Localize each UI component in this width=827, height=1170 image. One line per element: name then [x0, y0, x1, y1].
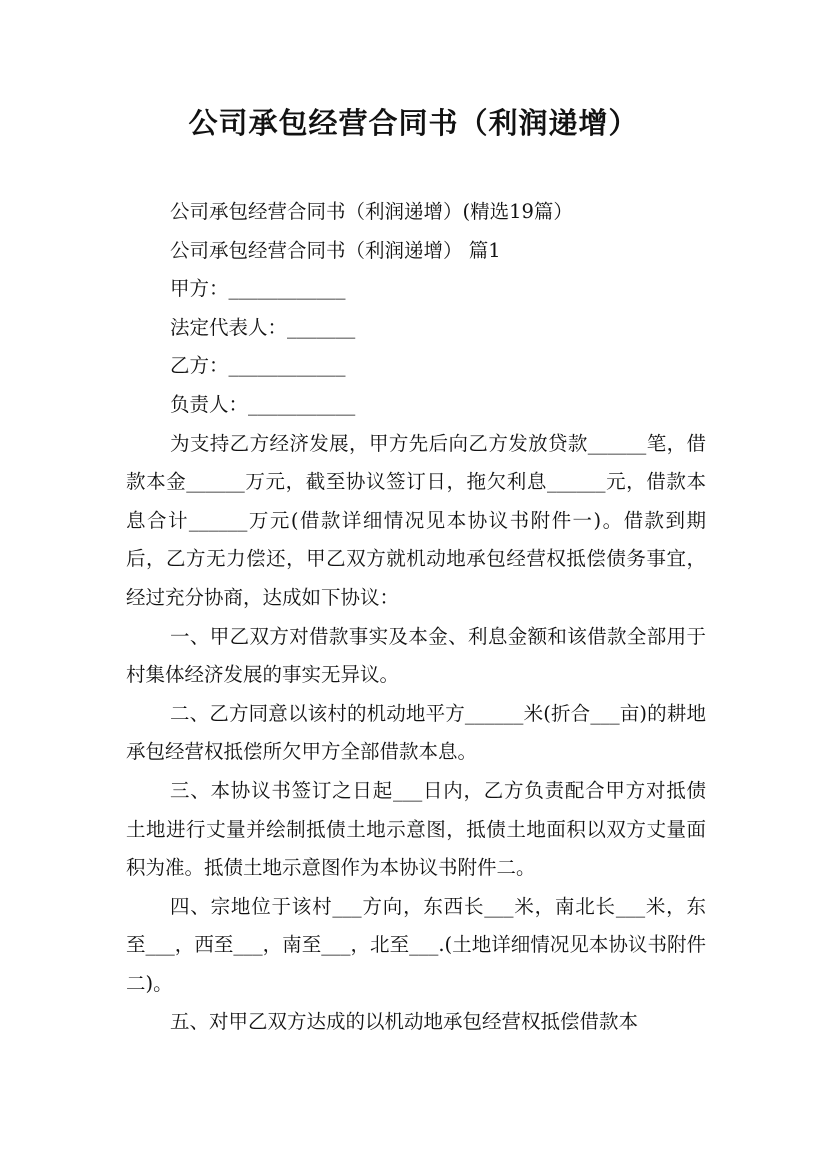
subtitle-line: 公司承包经营合同书（利润递增）(精选19篇）	[170, 200, 573, 223]
legal-representative-line: 法定代表人：_______	[170, 315, 356, 339]
section-heading: 公司承包经营合同书（利润递增） 篇1	[170, 238, 501, 262]
paragraph-clause-3: 三、本协议书签订之日起___日内，乙方负责配合甲方对抵债土地进行丈量并绘制抵债土地示意图，抵债土地面积以双方丈量面积为准。抵债土地示意图作为本协议书附件二。	[126, 778, 706, 880]
paragraph-clause-5: 五、对甲乙双方达成的以机动地承包经营权抵偿借款本	[170, 1010, 639, 1034]
responsible-person-line: 负责人：___________	[170, 392, 356, 416]
paragraph-intro: 为支持乙方经济发展，甲方先后向乙方发放贷款______笔，借款本金______万元，截至协议签订日，拖欠利息______元，借款本息合计______万元(借款详细情况见本协议书附件一)。借款到期后，乙方无力偿还，甲乙双方就机动地承包经营权抵偿债务事宜，经过充分协商，达成如下协议：	[126, 431, 706, 609]
party-a-line: 甲方：____________	[170, 277, 346, 301]
paragraph-clause-4: 四、宗地位于该村___方向，东西长___米，南北长___米，东至___，西至___，南至___，北至___.(土地详细情况见本协议书附件二)。	[126, 894, 706, 995]
party-b-line: 乙方：____________	[170, 354, 346, 378]
paragraph-clause-2: 二、乙方同意以该村的机动地平方______米(折合___亩)的耕地承包经营权抵偿所欠甲方全部借款本息。	[126, 701, 706, 764]
document-body	[126, 193, 706, 1042]
document-title: 公司承包经营合同书（利润递增）	[188, 106, 639, 140]
paragraph-clause-1: 一、甲乙双方对借款事实及本金、利息金额和该借款全部用于村集体经济发展的事实无异议。	[126, 624, 706, 687]
